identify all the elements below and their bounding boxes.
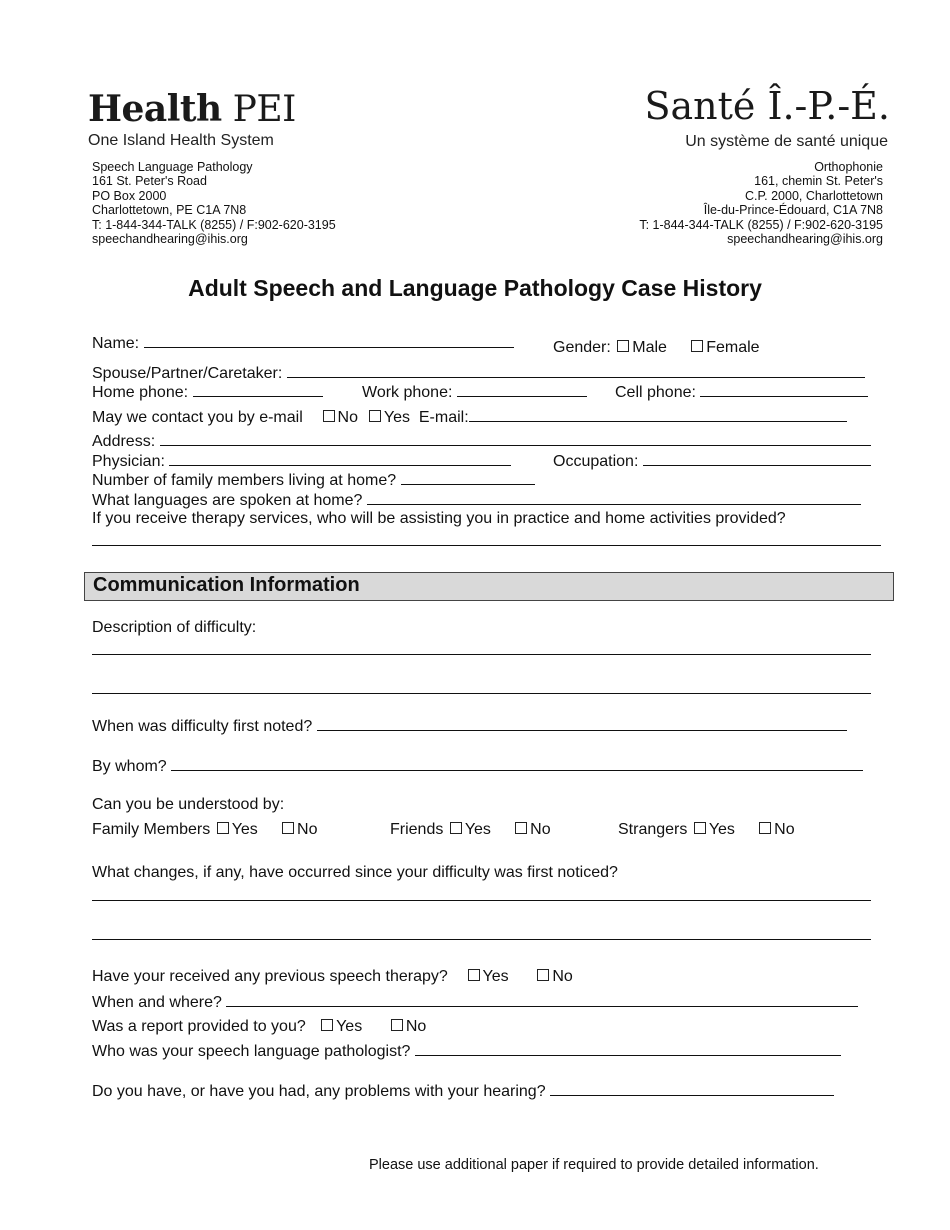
report-yes-checkbox[interactable] (321, 1019, 333, 1031)
therapy-yes-checkbox[interactable] (468, 969, 480, 981)
therapy-no-checkbox[interactable] (537, 969, 549, 981)
understood-by-label: Can you be understood by: (92, 796, 285, 813)
address-french: Orthophonie 161, chemin St. Peter's C.P. 2000, Charlottetown Île-du-Prince-Édouard, C1A 7N8 T: 1-844-344-TALK (8255) / F:902-620-3195 speechandhearing@ihis.org (639, 160, 883, 247)
gender-field: Gender: Male Female (553, 339, 760, 356)
first-noted-field[interactable]: When was difficulty first noted? (92, 716, 847, 736)
health-pei-logo: Health PEI (88, 88, 296, 130)
family-members-field[interactable]: Number of family members living at home? (92, 470, 535, 490)
form-title: Adult Speech and Language Pathology Case History (188, 275, 762, 301)
description-line-2[interactable] (92, 693, 871, 694)
occupation-field[interactable]: Occupation: (553, 451, 871, 471)
address-english: Speech Language Pathology 161 St. Peter's Road PO Box 2000 Charlottetown, PE C1A 7N8 T: 1-844-344-TALK (8255) / F:902-620-3195 speechandhearing@ihis.org (92, 160, 336, 247)
report-no-checkbox[interactable] (391, 1019, 403, 1031)
email-yes-checkbox[interactable] (369, 410, 381, 422)
cell-phone-field[interactable]: Cell phone: (615, 382, 868, 402)
communication-section-header: Communication Information (84, 572, 894, 601)
when-where-field[interactable]: When and where? (92, 992, 858, 1012)
work-phone-field[interactable]: Work phone: (362, 382, 587, 402)
family-yes-checkbox[interactable] (217, 822, 229, 834)
female-checkbox[interactable] (691, 340, 703, 352)
family-no-checkbox[interactable] (282, 822, 294, 834)
understood-family-row: Family Members Yes No (92, 821, 318, 838)
previous-therapy-row: Have your received any previous speech therapy? Yes No (92, 968, 573, 985)
email-no-checkbox[interactable] (323, 410, 335, 422)
email-contact-row: May we contact you by e-mail No Yes E-mail: (92, 407, 847, 427)
sante-ipe-logo: Santé Î.-P.-É. (644, 84, 890, 128)
report-row: Was a report provided to you? Yes No (92, 1018, 427, 1035)
slp-field[interactable]: Who was your speech language pathologist? (92, 1041, 841, 1061)
languages-field[interactable]: What languages are spoken at home? (92, 490, 861, 510)
changes-label: What changes, if any, have occurred since your difficulty was first noticed? (92, 864, 618, 881)
name-field[interactable]: Name: (92, 333, 514, 353)
sante-ipe-tagline: Un système de santé unique (685, 133, 888, 150)
address-field[interactable]: Address: (92, 431, 871, 451)
description-label: Description of difficulty: (92, 619, 257, 636)
by-whom-field[interactable]: By whom? (92, 756, 863, 776)
email-field[interactable]: E-mail: (419, 409, 847, 426)
changes-line-2[interactable] (92, 939, 871, 940)
therapy-assist-question: If you receive therapy services, who will be assisting you in practice and home activities provided? (92, 510, 786, 527)
changes-line-1[interactable] (92, 900, 871, 901)
strangers-no-checkbox[interactable] (759, 822, 771, 834)
hearing-field[interactable]: Do you have, or have you had, any problems with your hearing? (92, 1081, 834, 1101)
therapy-assist-line[interactable] (92, 545, 881, 546)
strangers-yes-checkbox[interactable] (694, 822, 706, 834)
home-phone-field[interactable]: Home phone: (92, 382, 323, 402)
understood-strangers-row: Strangers Yes No (618, 821, 795, 838)
footer-note: Please use additional paper if required to provide detailed information. (369, 1157, 819, 1173)
physician-field[interactable]: Physician: (92, 451, 511, 471)
health-pei-tagline: One Island Health System (88, 132, 274, 149)
description-line-1[interactable] (92, 654, 871, 655)
friends-yes-checkbox[interactable] (450, 822, 462, 834)
friends-no-checkbox[interactable] (515, 822, 527, 834)
spouse-field[interactable]: Spouse/Partner/Caretaker: (92, 363, 865, 383)
understood-friends-row: Friends Yes No (390, 821, 551, 838)
male-checkbox[interactable] (617, 340, 629, 352)
